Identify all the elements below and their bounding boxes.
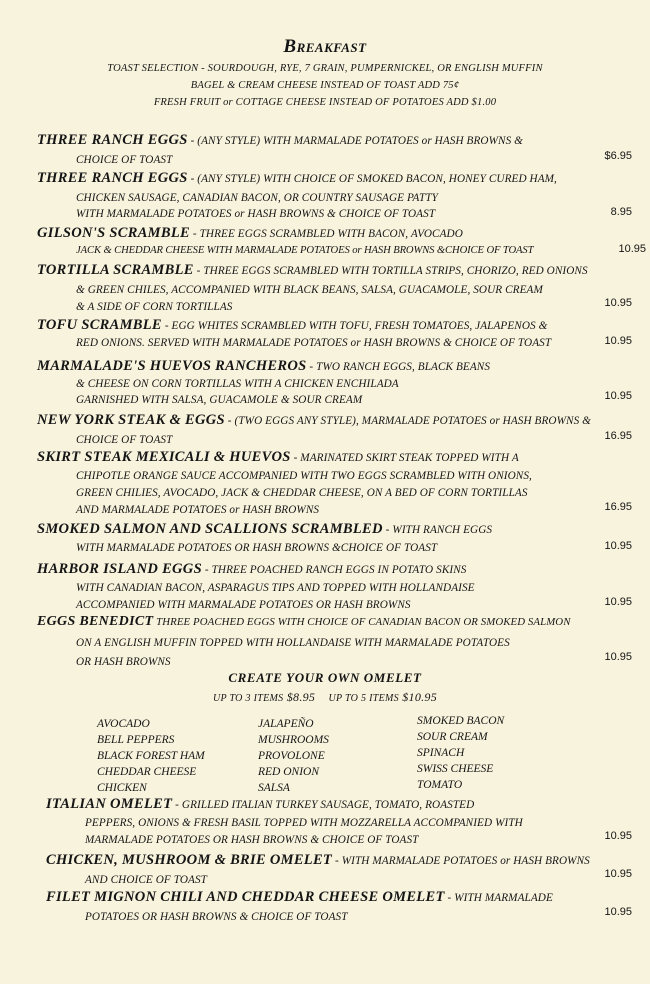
ingredient: SALSA — [258, 782, 290, 794]
toast-note: TOAST SELECTION - SOURDOUGH, RYE, 7 GRAIN, PUMPERNICKEL, OR ENGLISH MUFFIN — [107, 63, 543, 74]
item-desc: - THREE EGGS SCRAMBLED WITH BACON, AVOCADO — [192, 228, 463, 240]
item-desc: - TWO RANCH EGGS, BLACK BEANS — [309, 361, 491, 373]
item-desc: GARNISHED WITH SALSA, GUACAMOLE & SOUR CREAM — [76, 394, 363, 406]
item-desc: AND MARMALADE POTATOES or HASH BROWNS — [76, 504, 320, 516]
item-price: 10.95 — [604, 297, 632, 309]
item-name: GILSON'S SCRAMBLE — [37, 225, 190, 241]
item-desc: & GREEN CHILES, ACCOMPANIED WITH BLACK BEANS, SALSA, GUACAMOLE, SOUR CREAM — [76, 284, 543, 296]
item-name: TORTILLA SCRAMBLE — [37, 262, 194, 278]
item-desc: - MARINATED SKIRT STEAK TOPPED WITH A — [293, 452, 519, 464]
item-desc: THREE POACHED EGGS WITH CHOICE OF CANADIAN BACON OR SMOKED SALMON — [156, 616, 571, 628]
item-desc: CHOICE OF TOAST — [76, 434, 173, 446]
item-desc: ACCOMPANIED WITH MARMALADE POTATOES OR HASH BROWNS — [76, 599, 411, 611]
item-name: THREE RANCH EGGS — [37, 132, 188, 148]
item-price: 10.95 — [604, 906, 632, 918]
item-price: 16.95 — [604, 501, 632, 513]
ingredient: RED ONION — [258, 766, 320, 778]
ingredient: TOMATO — [417, 779, 463, 791]
ingredient: SWISS CHEESE — [417, 763, 494, 775]
item-price: 10.95 — [604, 830, 632, 842]
bagel-note: BAGEL & CREAM CHEESE INSTEAD OF TOAST ADD 75¢ — [190, 80, 460, 91]
item-name: EGGS BENEDICT — [37, 614, 154, 629]
item-desc: & A SIDE OF CORN TORTILLAS — [76, 301, 233, 313]
item-name: CHICKEN, MUSHROOM & BRIE OMELET — [46, 852, 333, 868]
item-name: ITALIAN OMELET — [46, 796, 173, 812]
item-desc: & CHEESE ON CORN TORTILLAS WITH A CHICKEN ENCHILADA — [76, 378, 399, 390]
item-price: 10.95 — [604, 335, 632, 347]
ingredient: BELL PEPPERS — [97, 734, 175, 746]
item-desc: MARMALADE POTATOES OR HASH BROWNS & CHOICE OF TOAST — [85, 834, 419, 846]
ingredient: CHEDDAR CHEESE — [97, 766, 197, 778]
ingredient-column-1 — [97, 716, 205, 796]
ingredient: BLACK FOREST HAM — [97, 750, 205, 762]
item-name: TOFU SCRAMBLE — [37, 317, 162, 333]
item-desc: - (ANY STYLE) WITH MARMALADE POTATOES or HASH BROWNS & — [190, 135, 523, 147]
ingredient: SOUR CREAM — [417, 731, 488, 743]
ingredient: SPINACH — [417, 747, 465, 759]
item-desc: JACK & CHEDDAR CHEESE WITH MARMALADE POTATOES or HASH BROWNS &CHOICE OF TOAST — [76, 245, 534, 256]
item-name: SMOKED SALMON AND SCALLIONS SCRAMBLED — [37, 521, 383, 537]
item-price: 10.95 — [604, 868, 632, 880]
up5-label: UP TO 5 ITEMS — [328, 693, 399, 704]
up3-price: $8.95 — [286, 690, 316, 704]
omelet-section-title: CREATE YOUR OWN OMELET — [228, 670, 422, 685]
item-desc: WITH MARMALADE POTATOES or HASH BROWNS & CHOICE OF TOAST — [76, 208, 436, 220]
item-desc: AND CHOICE OF TOAST — [85, 874, 207, 886]
item-desc: PEPPERS, ONIONS & FRESH BASIL TOPPED WITH MOZZARELLA ACCOMPANIED WITH — [85, 817, 523, 829]
item-price: 8.95 — [610, 206, 632, 218]
item-desc: CHICKEN SAUSAGE, CANADIAN BACON, OR COUNTRY SAUSAGE PATTY — [76, 192, 438, 204]
up3-label: UP TO 3 ITEMS — [212, 693, 284, 704]
item-desc: - WITH MARMALADE — [447, 892, 553, 904]
item-desc: - (ANY STYLE) WITH CHOICE OF SMOKED BACON, HONEY CURED HAM, — [190, 173, 557, 185]
item-name: THREE RANCH EGGS — [37, 170, 188, 186]
item-desc: GREEN CHILIES, AVOCADO, JACK & CHEDDAR CHEESE, ON A BED OF CORN TORTILLAS — [76, 487, 528, 499]
item-name: FILET MIGNON CHILI AND CHEDDAR CHEESE OMELET — [46, 889, 445, 905]
item-desc: WITH CANADIAN BACON, ASPARAGUS TIPS AND TOPPED WITH HOLLANDAISE — [76, 582, 475, 594]
ingredient-column-2 — [258, 716, 329, 796]
ingredient: SMOKED BACON — [417, 715, 505, 727]
item-name: NEW YORK STEAK & EGGS — [37, 412, 225, 428]
item-desc: OR HASH BROWNS — [76, 656, 171, 668]
item-desc: RED ONIONS. SERVED WITH MARMALADE POTATOES or HASH BROWNS & CHOICE OF TOAST — [76, 337, 552, 349]
up5-price: $10.95 — [402, 690, 438, 704]
item-price: $6.95 — [604, 150, 632, 162]
item-desc: - THREE EGGS SCRAMBLED WITH TORTILLA STRIPS, CHORIZO, RED ONIONS — [196, 265, 588, 277]
item-name: HARBOR ISLAND EGGS — [37, 561, 202, 577]
item-desc: - EGG WHITES SCRAMBLED WITH TOFU, FRESH TOMATOES, JALAPENOS & — [164, 320, 548, 332]
item-desc: CHIPOTLE ORANGE SAUCE ACCOMPANIED WITH TWO EGGS SCRAMBLED WITH ONIONS, — [76, 470, 532, 482]
ingredient-column-3 — [417, 713, 504, 793]
ingredient: CHICKEN — [97, 782, 147, 794]
item-price: 10.95 — [604, 390, 632, 402]
ingredient: AVOCADO — [97, 718, 150, 730]
item-desc: - THREE POACHED RANCH EGGS IN POTATO SKINS — [204, 564, 467, 576]
ingredient: JALAPEÑO — [258, 718, 314, 730]
item-desc: POTATOES OR HASH BROWNS & CHOICE OF TOAST — [85, 911, 348, 923]
item-name: MARMALADE'S HUEVOS RANCHEROS — [37, 358, 307, 374]
item-desc: - (TWO EGGS ANY STYLE), MARMALADE POTATOES or HASH BROWNS & — [227, 415, 591, 427]
item-price: 10.95 — [618, 243, 646, 255]
item-price: 16.95 — [604, 430, 632, 442]
item-name: SKIRT STEAK MEXICALI & HUEVOS — [37, 449, 291, 465]
fruit-note: FRESH FRUIT or COTTAGE CHEESE INSTEAD OF POTATOES ADD $1.00 — [153, 97, 497, 108]
item-desc: - GRILLED ITALIAN TURKEY SAUSAGE, TOMATO, ROASTED — [175, 799, 475, 811]
item-desc: - WITH RANCH EGGS — [385, 524, 493, 536]
item-price: 10.95 — [604, 540, 632, 552]
item-desc: - WITH MARMALADE POTATOES or HASH BROWNS — [334, 855, 590, 867]
ingredient: MUSHROOMS — [258, 734, 329, 746]
item-desc: WITH MARMALADE POTATOES OR HASH BROWNS &CHOICE OF TOAST — [76, 542, 438, 554]
item-price: 10.95 — [604, 596, 632, 608]
item-desc: CHOICE OF TOAST — [76, 154, 173, 166]
item-desc: ON A ENGLISH MUFFIN TOPPED WITH HOLLANDAISE WITH MARMALADE POTATOES — [76, 637, 510, 649]
page-title: Breakfast — [283, 36, 367, 57]
omelet-prices — [0, 690, 650, 705]
item-price: 10.95 — [604, 651, 632, 663]
ingredient: PROVOLONE — [258, 750, 325, 762]
